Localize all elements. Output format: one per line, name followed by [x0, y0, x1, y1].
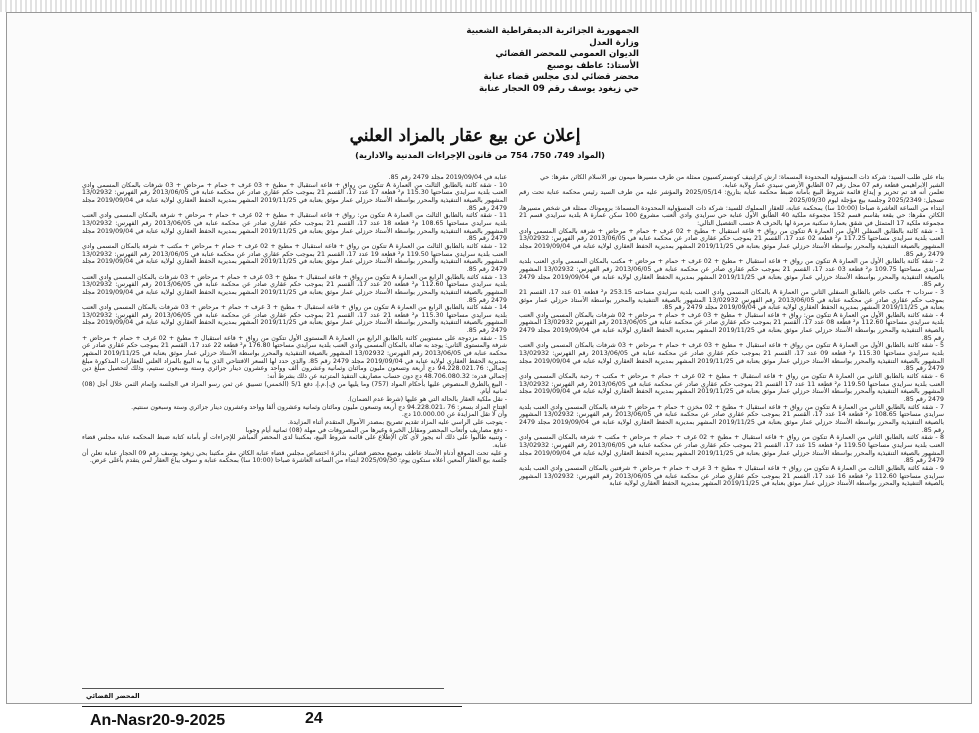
property-item: 5 - شقة كائنة بالطابق الأول من العمارة A تتكون من رواق + قاعة استقبال + مطبخ + 03 غرف + حمام + مرحاض + 03 شرفات بالمكان المسمى وادي العنب بلدية سرايدي مساحتها 115.30 م² قطعة 09 عدد 17، القسم 21 بموجب حكم عقاري صادر عن محكمة عنابة في 2013/06/05 رقم الفهرس: 13/02932 المشهور بالصيغة التنفيذية والمحرر بواسطة الأستاذ حرزلي عمار موثق بعنابة في 2019/11/25 المشهر بمديرية الحفظ العقاري لولاية عنابة في 2019/09/04 مجلد 2479 رقم 85. — [519, 342, 944, 373]
notice-title: إعلان عن بيع عقار بالمزاد العلني — [349, 126, 581, 146]
property-item: 8 - شقة كائنة بالطابق الثاني من العمارة A تتكون من رواق + قاعة استقبال + مطبخ + 02 غرف + حمام + مرحاض + مكتب + شرفة بالمكان المسمى وادي العنب بلدية سرايدي مساحتها 119.50 م² قطعة 15 عدد 17، القسم 21 بموجب حكم عقاري صادر عن محكمة عنابة في 2013/06/05 رقم الفهرس: 13/02932 المشهور بالصيغة التنفيذية والمحرر بواسطة الأستاذ حرزلي عمار موثق بعنابة في 2019/11/25 المشهر بمديرية الحفظ العقاري لولاية عنابة في 2019/09/04 مجلد 2479 رقم 85. — [519, 434, 944, 465]
paragraph: ابتداء من الساعة العاشرة صباحا (10:00 سا) بمحكمة عنابة، للعقار المملوك للسيد: شركة ذات المسؤولية المحدودة المسماة: بروموناك ممثلة في شخص مسيرها، الكائن مقرها: حي بقعة بقاسم قسم 152 مجموعة ملكية 40 الطابق الأول عنابة حي سرايدي وادي العنب مشروع 100 سكن عمارة A بلدية سرايدي قسم 21 مجموعة ملكية 17 المتمثل في شقق بعمارة سكنية مرمرة لها بالحرف A حسب التفصيل التالي: — [519, 204, 944, 227]
publication-line — [90, 712, 225, 730]
property-item: 12 - شقة كائنة بالطابق الثالث من العمارة A تتكون من رواق + قاعة استقبال + مطبخ + 02 غرف + حمام + مرحاض + مكتب + شرفة بالمكان المسمى وادي العنب بلدية سرايدي مساحتها 119.50 م² قطعة 19 عدد 17، القسم 21 بموجب حكم عقاري صادر عن محكمة عنابة في 2013/06/05 رقم الفهرس: 13/02932 المشهور بالصيغة التنفيذية والمحرر بواسطة الأستاذ حرزلي عمار موثق بعنابة في 2019/11/25 المشهر بمديرية الحفظ العقاري لولاية عنابة في 2019/09/04 مجلد 2479 رقم 85. — [82, 242, 507, 273]
paragraph: عنابة في 2019/09/04 مجلد 2479 رقم 85. — [388, 174, 507, 181]
closing-paragraph: و عليه تحت الموقع أدناه الأستاذ عاطف بوصبع محضر قضائي بدائرة اختصاص مجلس قضاء عنابة الكائن مقر مكتبنا بحي زيغود يوسف رقم 09 الحجار عنابة تعلن أن جلسة بيع العقار المعين أعلاه ستكون يوم: 2025/09/30 ابتداء من الساعة العاشرة صباحا (10:00 سا) بمحكمة عنابة و سوف يباع العقار لمن يتقدم بأعلى عرض. — [82, 449, 507, 465]
condition-item: افتتاح المزاد بسعر: 76 ،94.228.021 دج أربعة وتسعون مليون ومائتان وثمانية وعشرون ألفا وواحد وعشرون دينار جزائري وستة وسبعون سنتيم. — [131, 403, 507, 411]
property-item: 7 - شقة كائنة بالطابق الثاني من العمارة A تتكون من رواق + قاعة استقبال + مطبخ + 02 مخزن + حمام + مرحاض + شرفة بالمكان المسمى وادي العنب بلدية سرايدي مساحتها 108.65 م² قطعة 14 عدد 17، القسم 21 بموجب حكم عقاري صادر عن محكمة عنابة في 2013/06/05 رقم الفهرس: 13/02932 المشهور بالصيغة التنفيذية والمحرر بواسطة الأستاذ حرزلي عمار موثق بعنابة في 2019/11/25 المشهر بمديرية الحفظ العقاري لولاية عنابة في 2019/09/04 مجلد 2479 رقم 85. — [519, 403, 944, 434]
notice-body — [82, 174, 944, 702]
paragraph: الشير الابراهيمي قطعة رقم 07 محل رقم 07 الطابق الأرضي سيدي عمار ولاية عنابة. — [722, 181, 944, 189]
condition-item: - وتنبيه طالبوا على ذلك أنه يجوز لأي كان الإطلاع على قائمة شروط البيع، بمكتبنا لدى المحضر المباشر للإجراءات أو بأمانة كتابة ضبط المحكمة عنابة مجلس قضاء عنابة. — [82, 434, 507, 449]
property-item: 13 - شقة كائنة بالطابق الرابع من العمارة A تتكون من رواق + قاعة استقبال + مطبخ + 03 غرف + حمام + مرحاض + 03 شرفات بالمكان المسمى وادي العنب بلدية سرايدي مساحتها 112.60 م² قطعة 20 عدد 17، القسم 21 بموجب حكم عقاري صادر عن محكمة عنابة في 2013/06/05 رقم الفهرس: 13/02932 المشهور بالصيغة التنفيذية والمحرر بواسطة الأستاذ حرزلي عمار موثق بعنابة في 2019/11/25 المشهر بمديرية الحفظ العقاري لولاية عنابة في 2019/09/04 مجلد 2479 رقم 85. — [82, 273, 507, 304]
signature-label: المحضر القضائي — [86, 692, 140, 700]
header-line: الأستاذ: عاطف بوصبع — [546, 60, 639, 71]
property-item: 1 - شقة كائنة بالطابق السفلي الأول من العمارة A تتكون من رواق + قاعة استقبال + مطبخ + 02 غرف + حمام + مرحاض + شرفة بالمكان المسمى وادي العنب بلدية سرايدي مساحتها 117.25 م² قطعة 02 عدد 17، القسم 21 بموجب حكم عقاري صادر عن محكمة عنابة في 2013/06/05 رقم الفهرس: 13/02932 المشهور بالصيغة التنفيذية والمحرر بواسطة الأستاذ حرزلي عمار موثق بعنابة في 2019/11/25 المشهر بمديرية الحفظ العقاري لولاية عنابة في 2019/09/04 مجلد 2479 رقم 85. — [519, 227, 944, 258]
condition-item: - نقل ملكية العقار بالحالة التي هو عليها (شرط عدم الضمان). — [347, 396, 507, 404]
paragraph: بناء على طلب السيد: شركة ذات المسؤولية المحدودة المسماة: ارش كرايتيف كونستركسيون ممثلة من طرف مسيرها ميمون نور الاسلام الكائن مقرها: حي — [540, 174, 944, 181]
publication-name: An-Nasr — [90, 712, 153, 729]
property-item: 2 - شقة كائنة بالطابق الأول من العمارة A تتكون من رواق + قاعة استقبال + مطبخ + 02 غرف + حمام + مرحاض + مكتب بالمكان المسمى وادي العنب بلدية سرايدي مساحتها 109.75 م² قطعة 03 عدد 17، القسم 21 بموجب حكم عقاري صادر عن محكمة عنابة في 2013/06/05 رقم الفهرس: 13/02932 المشهور بالصيغة التنفيذية والمحرر بواسطة الأستاذ حرزلي عمار موثق بعنابة في 2019/11/25 المشهر بمديرية الحفظ العقاري لولاية عنابة في 2019/09/04 مجلد 2479 رقم 85. — [519, 258, 944, 289]
right-column — [519, 174, 944, 702]
header-line: الديوان العمومي للمحضر القضائي — [495, 49, 639, 60]
divider — [82, 688, 444, 689]
property-item: 11 - شقة كائنة بالطابق الثالث من العمارة A تتكون من: رواق + قاعة استقبال + مطبخ + 02 غرف + حمام + مرحاض + شرفة بالمكان المسمى وادي العنب بلدية سرايدي مساحتها 108.65 م² قطعة 18 عدد 17، القسم 21 بموجب حكم عقاري صادر عن محكمة عنابة في 2013/06/05 رقم الفهرس: 13/02932 المشهور بالصيغة التنفيذية والمحرر بواسطة الأستاذ حرزلي عمار موثق بعنابة في 2019/11/25 المشهر بمديرية الحفظ العقاري لولاية عنابة في 2019/09/04 مجلد 2479 رقم 85. — [82, 212, 507, 243]
publication-date: 20-9-2025 — [152, 712, 226, 729]
header-line: الجمهورية الجزائرية الديمقراطية الشعبية — [466, 26, 639, 36]
property-item: 15 - شقة مزدوجة على مستويين كائنة بالطابق الرابع من العمارة A المستوى الأول تتكون من رواق + قاعة استقبال + مطبخ + 02 غرف + حمام + مرحاض + شرفة والمستوى الثاني: يوجد به صالة بالمكان المسمى وادي العنب بلدية سرايدي مساحتها 176.80 م² قطعة 22 عدد 17، القسم 21 بموجب حكم عقاري صادر عن محكمة عنابة في 2013/06/05 رقم الفهرس: 13/02932 المشهور بالصيغة التنفيذية والمحرر بواسطة الأستاذ حرزلي عمار موثق بعنابة في 2019/11/25 المشهر بمديرية الحفظ العقاري لولاية عنابة في 2019/09/04 مجلد 2479 رقم 85. والذي حدد لها السعر الافتتاحي الذي بيا به البيع بالمزاد العلني للعقارات المذكورة مبلغ إجمالي: 94.228.021.76 دج أربعة وتسعون مليون ومائتان وثمانية وعشرون ألف وواحد وعشرون دينار جزائري وستة وسبعون سنتيم، وذلك لتحصيل مبلغ دين إجمالي قدره: 48.706.080.32 دج دون حساب مصاريف التنفيذ المترتبة عن ذلك بشرط أنه: — [82, 334, 507, 381]
property-item: 14 - شقة كائنة بالطابق الرابع من العمارة A تتكون من رواق + قاعة استقبال + مطبخ + 3 غرف + حمام + مرحاض + 03 شرفات بالمكان المسمى وادي العنب بلدية سرايدي مساحتها 115.30 م² قطعة 21 عدد 17، القسم 21 بموجب حكم عقاري صادر عن محكمة عنابة في 2013/06/05 رقم الفهرس: 13/02932 المشهور بالصيغة التنفيذية والمحرر بواسطة الأستاذ حرزلي عمار موثق بعنابة في 2019/11/25 المشهر بمديرية الحفظ العقاري لولاية عنابة في 2019/09/04 مجلد 2479 رقم 85. — [82, 304, 507, 335]
property-item: 3 - سرداب + مكتب خاص بالطابق السفلي الثاني من العمارة A بالمكان المسمى وادي العنب بلدية سرايدي مساحته 253.15 م² قطعة 01 عدد 17، القسم 21 بموجب حكم عقاري صادر عن محكمة عنابة في 2013/06/05 رقم الفهرس 13/02932 المشهور بالصيغة التنفيذية والمحرر بواسطة الأستاذ حرزلي عمار موثق بعنابة في 2019/11/25 المشهر بمديرية الحفظ العقاري لولاية عنابة في 2019/09/04 مجلد 2479 رقم 85. — [519, 288, 944, 312]
page-number: 24 — [305, 710, 323, 727]
header-line: حي زيغود يوسف رقم 09 الحجار عنابة — [478, 83, 639, 94]
condition-item: وأن لا تقل المزايدة عن 10.000.00 دج. — [401, 411, 507, 419]
property-item: 4 - شقة كائنة بالطابق الأول من العمارة A تتكون من: رواق + قاعة استقبال + مطبخ + 03 غرف + حمام + مرحاض + 02 شرفات بالمكان المسمى وادي العنب بلدية سرايدي مساحتها 112.60 م² قطعة 08 عدد 17، القسم 21 بموجب حكم عقاري صادر عن محكمة عنابة في 2013/06/05 رقم الفهرس 13/02932 المشهور بالصيغة التنفيذية والمحرر بواسطة الأستاذ حرزلي عمار موثق بعنابة في 2019/11/25 المشهر بمديرية الحفظ العقاري لولاية عنابة في 2019/09/04 مجلد 2479 رقم 85. — [519, 311, 944, 342]
property-item: 9 - شقة كائنة بالطابق الثالث من العمارة A تتكون من رواق + قاعة استقبال + مطبخ + 3 غرف + حمام + مرحاض + شرفتين بالمكان المسمى وادي العنب بلدية سرايدي مساحتها 112.60 م² قطعة 16 عدد 17، القسم 21 بموجب حكم عقاري صادر عن محكمة عنابة في 2013/06/05 رقم الفهرس: 13/02932 المشهور بالصيغة التنفيذية والمحرر بواسطة الأستاذ حرزلي عمار موثق بعنابة في 2019/11/25 المشهر بمديرية الحفظ العقاري لولاية عنابة — [519, 464, 944, 488]
legal-reference: (المواد 749، 750، 754 من قانون الإجراءات المدنية والادارية) — [355, 150, 605, 160]
condition-item: - البيع بالطرق المنصوص عليها بأحكام المواد (757) وما يليها من ق.إ.م.إ، دفع 5/1 (الخمس) تسبيق عن ثمن رسو المزاد في الجلسة وإتمام الثمن خلال أجل (08) ثمانية أيام. — [82, 380, 507, 396]
condition-item: - دفع مصاريف وأتعاب المحضر ومقابل الخبرة وغيرها من المصروفات في مهلة (08) ثمانية أيام وجوبا — [245, 426, 507, 434]
property-item: 10 - شقة كائنة بالطابق الثالث من العمارة A تتكون من رواق + قاعة استقبال + مطبخ + 03 غرف + حمام + مرحاض + 03 شرفات بالمكان المسمى وادي العنب بلدية سرايدي مساحتها 115.30 م² قطعة 17 عدد 17، القسم 21 بموجب حكم عقاري صادر عن محكمة عنابة في 2013/06/05 رقم الفهرس: 13/02932 المشهور بالصيغة التنفيذية والمحرر بواسطة الأستاذ حرزلي عمار موثق بعنابة في 2019/11/25 المشهر بمديرية الحفظ العقاري لولاية عنابة في 2019/09/04 مجلد 2479 رقم 85. — [82, 181, 507, 212]
property-item: 6 - شقة كائنة بالطابق الثاني من العمارة A تتكون من رواق + قاعة استقبال + مطبخ + 02 غرف + حمام + مرحاض + مكتب + رحبة بالمكان المسمى وادي العنب بلدية سرايدي مساحتها 119.50 م² قطعة 11 عدد 17 القسم 21 بموجب حكم عقاري صادر عن محكمة عنابة في 2013/06/05 رقم الفهرس: 13/02932 المشهور بالصيغة التنفيذية والمحرر بواسطة الأستاذ حرزلي عمار موثق بعنابة في 2019/11/25 المشهر بمديرية الحفظ العقاري لولاية عنابة في 2019/09/04 مجلد 2479 رقم 85. — [519, 373, 944, 404]
paragraph: تعلمن أنه قد تم تحرير و إيداع قائمة شروط البيع بأمانة ضبط محكمة عنابة بتاريخ: 2025/05/14 والمؤشر عليه من طرف السيد رئيس محكمة عنابة تحت رقم تسجيل: 2025/2349 وجلسة بيع مؤجلة ليوم 2025/09/30 — [519, 189, 944, 204]
scan-edge — [0, 0, 979, 12]
header-line: وزارة العدل — [589, 37, 639, 48]
header-line: محضر قضائي لدى مجلس قضاء عنابة — [483, 72, 639, 83]
left-column — [82, 174, 507, 702]
condition-item: - يتوجب على الراسي عليه المزاد تقديم تصريح بمصدر الأموال المتقدم أثناء المزايدة. — [287, 419, 507, 426]
issuer-header — [349, 26, 639, 96]
